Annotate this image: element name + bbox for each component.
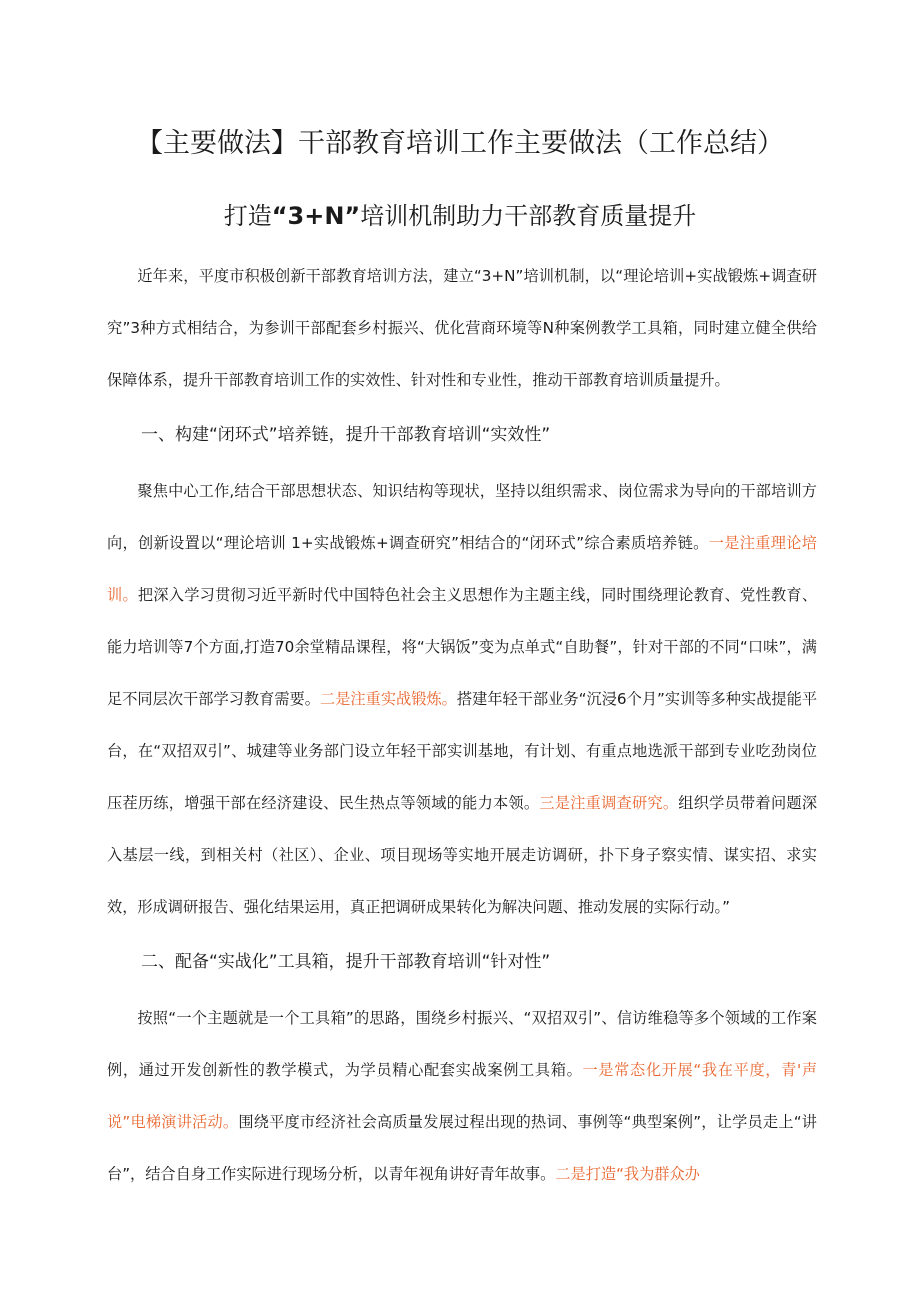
section-1-text-3: 搭建年轻干部业务“沉浸6个月”实训等多种实战提能平台，在“双招双引”、城建等业务部门设立年轻干部实训基地，有计划、有重点地选派干部到专业吃劲岗位压茬历练，增强干部在经济建设、民生热点等领域的能力本领。	[107, 690, 818, 812]
section-2-text-2: 围绕平度市经济社会高质量发展过程出现的热词、事例等“典型案例”，让学员走上“讲台”，结合自身工作实际进行现场分析，以青年视角讲好青年故事。	[107, 1113, 817, 1183]
intro-paragraph: 近年来，平度市积极创新干部教育培训方法，建立“3+N”培训机制，以“理论培训+实战锻炼+调查研究”3种方式相结合，为参训干部配套乡村振兴、优化营商环境等N种案例教学工具箱，同时建立健全供给保障体系，提升干部教育培训工作的实效性、针对性和专业性，推动干部教育培训质量提升。	[107, 267, 817, 389]
section-1-text-2: 把深入学习贯彻习近平新时代中国特色社会主义思想作为主题主线，同时围绕理论教育、党性教育、能力培训等7个方面,打造70余堂精品课程，将“大锅饭”变为点单式“自助餐”，针对干部的不同“口味”，满足不同层次干部学习教育需要。	[107, 586, 818, 708]
section-1-heading: 一、构建“闭环式”培养链，提升干部教育培训“实效性”	[141, 425, 551, 445]
section-1-text-1: 聚焦中心工作,结合干部思想状态、知识结构等现状，坚持以组织需求、岗位需求为导向的干部培训方向，创新设置以“理论培训 1+实战锻炼+调查研究”相结合的“闭环式”综合素质培养链。	[107, 482, 817, 552]
section-2-highlight-2: 二是打造“我为群众办	[555, 1165, 700, 1183]
document-title: 【主要做法】干部教育培训工作主要做法（工作总结）	[136, 128, 784, 159]
subtitle-prefix: 打造	[223, 202, 272, 230]
section-2-paragraph	[107, 992, 817, 1200]
section-1-paragraph	[107, 465, 817, 933]
section-2-heading: 二、配备“实战化”工具箱，提升干部教育培训“针对性”	[141, 952, 551, 972]
article-subtitle	[0, 196, 920, 236]
section-1-highlight-2: 二是注重实战锻炼。	[319, 690, 457, 708]
article-body	[107, 250, 817, 1200]
section-1-highlight-3: 三是注重调查研究。	[539, 794, 679, 812]
section-2-highlight-1: 一是常态化开展“我在平度，青'声说”电梯演讲活动。	[107, 1061, 818, 1131]
section-1-highlight-1: 一是注重理论培训。	[107, 534, 817, 604]
subtitle-suffix: 培训机制助力干部教育质量提升	[360, 202, 697, 230]
section-2-text-1: 按照“一个主题就是一个工具箱”的思路，围绕乡村振兴、“双招双引”、信访维稳等多个领域的工作案例，通过开发创新性的教学模式，为学员精心配套实战案例工具箱。	[107, 1009, 817, 1079]
section-1-text-4: 组织学员带着问题深入基层一线，到相关村（社区）、企业、项目现场等实地开展走访调研，扑下身子察实情、谋实招、求实效，形成调研报告、强化结果运用，真正把调研成果转化为解决问题、推动发展的实际行动。”	[107, 794, 818, 916]
subtitle-bold: “3+N”	[271, 202, 361, 230]
